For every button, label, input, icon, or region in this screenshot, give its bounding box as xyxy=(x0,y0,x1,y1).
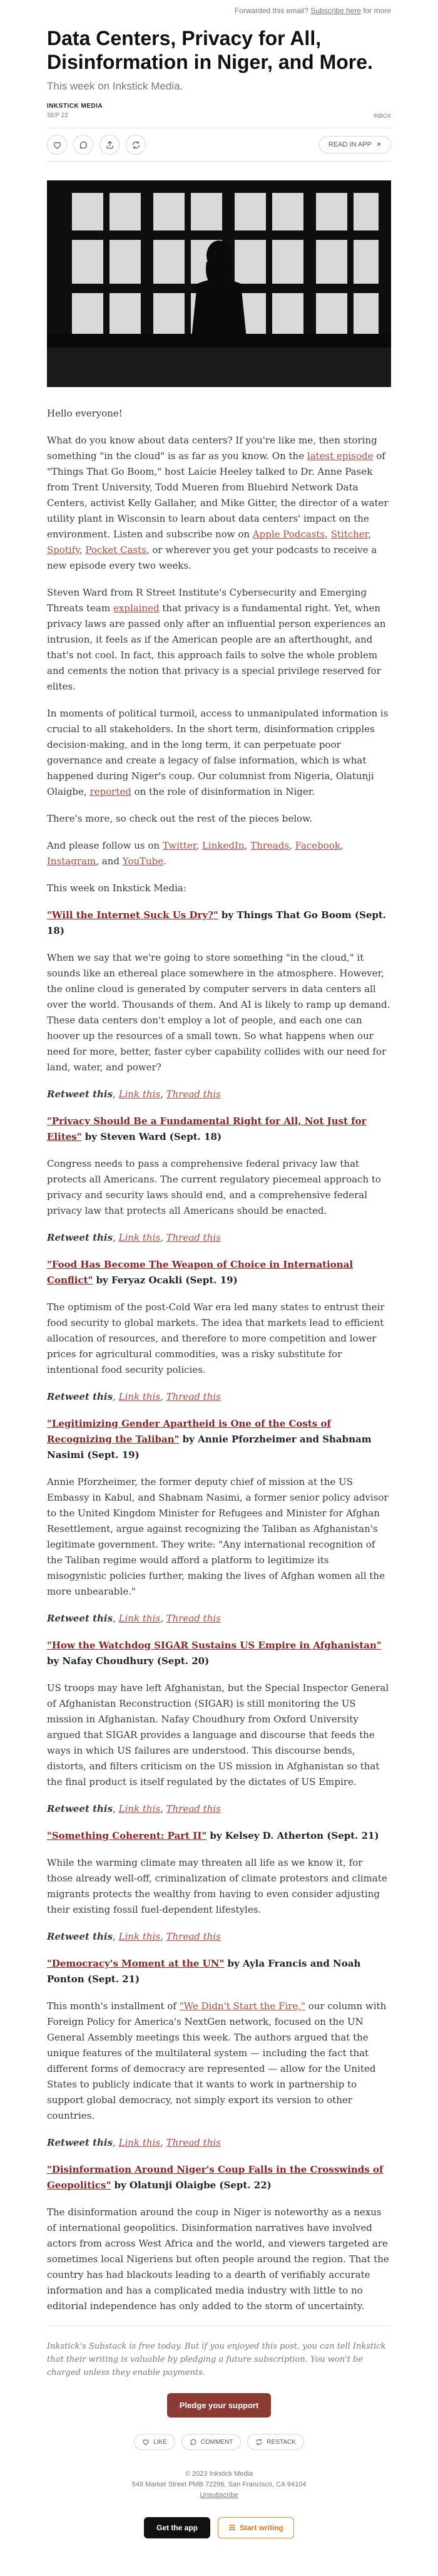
restack-icon xyxy=(255,2438,263,2446)
thread-this-link[interactable]: Thread this xyxy=(166,1931,221,1942)
article-byline: by Olatunji Olaigbe (Sept. 22) xyxy=(111,2180,272,2191)
intro-paragraph-2: Steven Ward from R Street Institute's Cybersecurity and Emerging Threats team explained that privacy is a fundamental right. Yet, when privacy laws are passed only after an influential person experiences an intrusion, it feels as if the American people are an afterthought, and that's not cool. In fact, this approach fails to solve the whole problem and cements the notion that privacy is a special privilege reserved for elites. xyxy=(47,587,386,692)
instagram-link[interactable]: Instagram xyxy=(47,856,96,867)
article-summary: While the warming climate may threaten all life as we know it, for those already well-off, criminalization of climate protestors and climate migrants protects the wealthy from having to even consider adjusting their existing fossil fuel-dependent lifestyles. xyxy=(47,1857,387,1915)
post-meta xyxy=(47,103,391,119)
apple-podcasts-link[interactable]: Apple Podcasts xyxy=(252,529,325,540)
article-heading xyxy=(47,1956,391,1987)
article-title-link[interactable]: "Legitimizing Gender Apartheid is One of the Costs of Recognizing the Taliban" xyxy=(47,1418,331,1445)
stitcher-link[interactable]: Stitcher xyxy=(330,529,369,540)
twitter-link[interactable]: Twitter xyxy=(162,840,196,851)
article-heading xyxy=(47,908,391,939)
comment-icon xyxy=(79,140,88,150)
hero-image[interactable] xyxy=(47,180,391,387)
link-this-link[interactable]: Link this xyxy=(118,1931,161,1942)
restack-icon xyxy=(131,140,141,150)
thread-this-link[interactable]: Thread this xyxy=(166,1089,221,1100)
article-byline: by Things That Go Boom (Sept. 18) xyxy=(47,909,387,936)
app-buttons xyxy=(47,2517,391,2538)
link-this-link[interactable]: Link this xyxy=(118,1803,161,1814)
retweet-link[interactable]: Retweet this xyxy=(47,1613,113,1624)
article-heading xyxy=(47,1416,391,1463)
email-container xyxy=(47,0,391,2576)
explained-link[interactable]: explained xyxy=(113,603,160,614)
heart-icon xyxy=(53,140,62,150)
greeting: Hello everyone! xyxy=(47,408,123,419)
article-summary: When we say that we're going to store something "in the cloud," it sounds like an ethereal place somewhere in the atmosphere. However, the online cloud is generated by computer servers in data centers all over the world. Thousands of them. And AI is likely to ramp up demand. These data centers don't employ a lot of people, and each one can hoover up the resources of a small town. So what happens when our need for more, better, faster cyber capability collides with our need for land, water, and power? xyxy=(47,952,390,1073)
footer-like-button[interactable] xyxy=(134,2434,175,2450)
youtube-link[interactable]: YouTube xyxy=(122,856,164,867)
read-in-app-button[interactable] xyxy=(319,136,391,153)
article-summary: Annie Pforzheimer, the former deputy chief of mission at the US Embassy in Kabul, and Shabnam Nasimi, a former senior policy advisor to the United Kingdom Minister for Refugees and Minister for Afghan Resettlement, argue against recognizing the Taliban as Afghanistan's legitimate government. They write: "Any international recognition of the Taliban regime would afford a platform to legitimize its misogynistic policies further, making the lives of Afghan women all the more unbearable." xyxy=(47,1476,389,1597)
article-summary: This month's installment of "We Didn't Start the Fire," our column with Foreign Policy for America's NextGen network, focused on the UN General Assembly meetings this week. The authors argued that the unique features of the multilateral system — including the fact that different forms of democracy are represented — allow for the United States to publicly indicate that it wants to work in partnership to support global democracy, not simply export its version to other countries. xyxy=(47,2000,387,2121)
footer-actions xyxy=(47,2434,391,2450)
substack-icon xyxy=(228,2524,236,2532)
retweet-link[interactable]: Retweet this xyxy=(47,1803,113,1814)
article-heading xyxy=(47,1257,391,1288)
article-heading xyxy=(47,1638,391,1669)
article-summary: The optimism of the post-Cold War era led many states to entrust their food security to global markets. The idea that markets lead to efficient allocation of resources, and therefore to more competition and lower prices for agricultural commodities, was a risky substitute for intentional food security policies. xyxy=(47,1301,385,1375)
link-this-link[interactable]: Link this xyxy=(118,1232,161,1243)
unsubscribe-link[interactable]: Unsubscribe xyxy=(200,2491,238,2499)
share-button[interactable] xyxy=(99,135,120,155)
footer-info xyxy=(47,2469,391,2501)
article-title-link[interactable]: "Democracy's Moment at the UN" xyxy=(47,1958,225,1969)
link-this-link[interactable]: Link this xyxy=(118,2137,161,2148)
pledge-button[interactable]: Pledge your support xyxy=(167,2393,271,2418)
retweet-link[interactable]: Retweet this xyxy=(47,1391,113,1402)
linkedin-link[interactable]: LinkedIn xyxy=(201,840,245,851)
article-heading xyxy=(47,1828,391,1844)
article-byline: by Steven Ward (Sept. 18) xyxy=(81,1131,222,1142)
start-writing-button[interactable] xyxy=(218,2517,294,2538)
comment-icon xyxy=(190,2438,197,2446)
post-title[interactable]: Data Centers, Privacy for All, Disinformation in Niger, and More. xyxy=(47,27,373,73)
retweet-link[interactable]: Retweet this xyxy=(47,1931,113,1942)
article-byline: by Annie Pforzheimer and Shabnam Nasimi (Sept. 19) xyxy=(47,1434,372,1461)
subscribe-link[interactable]: Subscribe here xyxy=(310,6,361,15)
article-summary: US troops may have left Afghanistan, but the Special Inspector General of Afghanistan Reconstruction (SIGAR) is still monitoring the US mission in Afghanistan. Nafay Choudhury from Oxford University argued that SIGAR provides a language and discourse that feeds the ways in which US failures are understood. This discourse bends, distorts, and filters criticism on the US mission in Afghanistan so that the final product is itself regulated by the dictates of US Empire. xyxy=(47,1682,389,1787)
share-links: Retweet this, Link this, Thread this xyxy=(47,1803,221,1814)
this-week-heading: This week on Inkstick Media: xyxy=(47,882,186,894)
share-links: Retweet this, Link this, Thread this xyxy=(47,1931,221,1942)
share-links: Retweet this, Link this, Thread this xyxy=(47,1613,221,1624)
link-this-link[interactable]: Link this xyxy=(118,1089,161,1100)
spotify-link[interactable]: Spotify xyxy=(47,544,79,556)
inbox-label: INBOX xyxy=(373,113,391,119)
thread-this-link[interactable]: Thread this xyxy=(166,1613,221,1624)
post-subtitle: This week on Inkstick Media. xyxy=(47,80,183,92)
article-byline: by Feryaz Ocakli (Sept. 19) xyxy=(93,1275,238,1286)
article-summary: The disinformation around the coup in Niger is noteworthy as a nexus of international geopolitics. Disinformation narratives have involved actors from across West Africa and the world, and viewers targeted are sometimes local Nigeriens but often people around the region. That the country has had blackouts leading to a dearth of verifiably accurate information and has a complicated media industry with little to no editorial independence has only added to the storm of uncertainty. xyxy=(47,2206,389,2312)
read-in-app-label: READ IN APP xyxy=(328,141,372,148)
forward-text: Forwarded this email? xyxy=(234,6,308,15)
article-title-link[interactable]: "How the Watchdog SIGAR Sustains US Empire in Afghanistan" xyxy=(47,1640,382,1651)
reported-link[interactable]: reported xyxy=(89,786,131,797)
external-arrow-icon xyxy=(375,142,382,148)
link-this-link[interactable]: Link this xyxy=(118,1613,161,1624)
link-this-link[interactable]: Link this xyxy=(118,1391,161,1402)
thread-this-link[interactable]: Thread this xyxy=(166,1803,221,1814)
restack-label: RESTACK xyxy=(267,2438,296,2446)
start-writing-label: Start writing xyxy=(240,2523,284,2532)
thread-this-link[interactable]: Thread this xyxy=(166,1232,221,1243)
intro-paragraph-1: What do you know about data centers? If you're like me, then storing something "in the cloud" is as far as you know. On the latest episode of "Things That Go Boom," host Laicie Heeley talked to Dr. Anne Pasek from Trent University, Todd Mueren from Bluebird Network Data Centers, activist Kelly Gallaher, and Mike Gitter, the director of a water utility plant in Wisconsin to learn about data centers' impact on the environment. Listen and subscribe now on Apple Podcasts, Stitcher, Spotify, Pocket Casts, or wherever you get your podcasts to receive a new episode every two weeks. xyxy=(47,435,389,571)
article-byline: by Ayla Francis and Noah Ponton (Sept. 21) xyxy=(47,1958,361,1985)
share-links: Retweet this, Link this, Thread this xyxy=(47,2137,221,2148)
comment-button[interactable] xyxy=(73,135,93,155)
article-byline: by Nafay Choudhury (Sept. 20) xyxy=(47,1655,210,1667)
retweet-link[interactable]: Retweet this xyxy=(47,1089,113,1100)
pocket-casts-link[interactable]: Pocket Casts xyxy=(85,544,146,556)
post-date: SEP 22 xyxy=(47,112,68,119)
heart-icon xyxy=(142,2438,150,2446)
article-summary: Congress needs to pass a comprehensive federal privacy law that protects all Americans. The current regulatory piecemeal approach to privacy and security laws should end, and a comprehensive federal privacy law that protects all Americans should be enacted. xyxy=(47,1158,381,1216)
footer-restack-button[interactable] xyxy=(247,2434,304,2450)
column-link[interactable]: "We Didn't Start the Fire," xyxy=(179,2000,305,2012)
footer-divider xyxy=(47,2325,391,2326)
comment-label: COMMENT xyxy=(200,2438,233,2446)
share-links: Retweet this, Link this, Thread this xyxy=(47,1232,221,1243)
like-label: LIKE xyxy=(153,2438,167,2446)
article-heading xyxy=(47,2162,391,2193)
thread-this-link[interactable]: Thread this xyxy=(166,1391,221,1402)
pledge-note: Inkstick's Substack is free today. But if you enjoyed this post, you can tell Inkstick that their writing is valuable by pledging a future subscription. You won't be charged unless they enable payments. xyxy=(47,2342,386,2377)
restack-button[interactable] xyxy=(126,135,146,155)
article-title-link[interactable]: "Will the Internet Suck Us Dry?" xyxy=(47,909,218,921)
article-title-link[interactable]: "Food Has Become The Weapon of Choice in International Conflict" xyxy=(47,1259,354,1286)
thread-this-link[interactable]: Thread this xyxy=(166,2137,221,2148)
share-links: Retweet this, Link this, Thread this xyxy=(47,1391,221,1402)
forward-bar xyxy=(47,0,391,26)
share-links: Retweet this, Link this, Thread this xyxy=(47,1089,221,1100)
footer-comment-button[interactable] xyxy=(181,2434,242,2450)
retweet-link[interactable]: Retweet this xyxy=(47,1232,113,1243)
latest-episode-link[interactable]: latest episode xyxy=(307,450,374,462)
window-silhouette-image xyxy=(47,180,391,387)
share-icon xyxy=(105,140,115,150)
article-title-link[interactable]: "Something Coherent: Part II" xyxy=(47,1830,207,1841)
mailing-address: 548 Market Street PMB 72296, San Francisco, CA 94104 xyxy=(131,2481,307,2488)
author-name[interactable]: INKSTICK MEDIA xyxy=(47,103,103,110)
social-follow: And please follow us on Twitter, LinkedIn, Threads, Facebook, Instagram, and YouTube. xyxy=(47,840,344,867)
article-byline: by Kelsey D. Atherton (Sept. 21) xyxy=(206,1830,379,1841)
copyright: © 2023 Inkstick Media xyxy=(185,2470,253,2478)
post-body xyxy=(47,406,391,2314)
threads-link[interactable]: Threads xyxy=(250,840,290,851)
article-title-link[interactable]: "Privacy Should Be a Fundamental Right for All, Not Just for Elites" xyxy=(47,1115,367,1142)
article-heading xyxy=(47,1114,391,1145)
intro-paragraph-4: There's more, so check out the rest of the pieces below. xyxy=(47,813,312,824)
forward-suffix: for more xyxy=(363,6,391,15)
facebook-link[interactable]: Facebook xyxy=(295,840,340,851)
post-actions xyxy=(47,128,391,162)
article-title-link[interactable]: "Disinformation Around Niger's Coup Falls in the Crosswinds of Geopolitics" xyxy=(47,2164,384,2191)
get-the-app-button[interactable]: Get the app xyxy=(144,2517,210,2538)
intro-paragraph-3: In moments of political turmoil, access to unmanipulated information is crucial to all stakeholders. In the short term, disinformation cripples decision-making, and in the long term, it can perpetuate poor governance and create a legacy of false information, which is what happened during Niger's coup. Our columnist from Nigeria, Olatunji Olaigbe, reported on the role of disinformation in Niger. xyxy=(47,708,389,797)
like-button[interactable] xyxy=(47,135,67,155)
retweet-link[interactable]: Retweet this xyxy=(47,2137,113,2148)
